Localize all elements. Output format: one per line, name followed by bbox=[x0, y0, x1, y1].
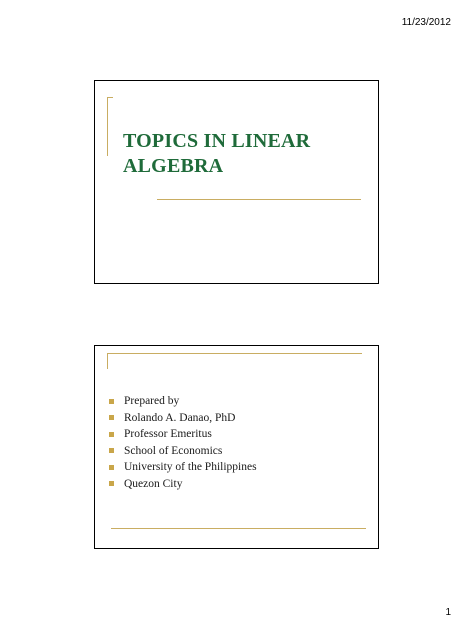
slide-title: TOPICS IN LINEAR ALGEBRA bbox=[123, 130, 311, 177]
list-item-text: University of the Philippines bbox=[124, 461, 257, 474]
list-item-text: Prepared by bbox=[124, 395, 180, 408]
list-item bbox=[109, 393, 257, 410]
list-item-text: Rolando A. Danao, PhD bbox=[124, 411, 236, 424]
square-bullet-icon bbox=[109, 448, 114, 453]
square-bullet-icon bbox=[109, 465, 114, 470]
square-bullet-icon bbox=[109, 481, 114, 486]
author-bullet-list bbox=[109, 393, 257, 492]
title-accent-underline bbox=[157, 199, 361, 200]
list-item-text: School of Economics bbox=[124, 444, 223, 457]
content-accent-bottomline bbox=[111, 528, 366, 529]
page-date: 11/23/2012 bbox=[401, 17, 451, 28]
list-item bbox=[109, 459, 257, 476]
list-item-text: Professor Emeritus bbox=[124, 428, 212, 441]
content-accent-topline bbox=[107, 353, 362, 369]
list-item bbox=[109, 410, 257, 427]
list-item bbox=[109, 443, 257, 460]
square-bullet-icon bbox=[109, 432, 114, 437]
slide-title-card bbox=[94, 80, 379, 284]
square-bullet-icon bbox=[109, 399, 114, 404]
slide-author-card bbox=[94, 345, 379, 549]
list-item-text: Quezon City bbox=[124, 477, 183, 490]
list-item bbox=[109, 426, 257, 443]
title-accent-bracket bbox=[107, 97, 113, 156]
list-item bbox=[109, 476, 257, 493]
page-number: 1 bbox=[445, 607, 451, 618]
square-bullet-icon bbox=[109, 415, 114, 420]
